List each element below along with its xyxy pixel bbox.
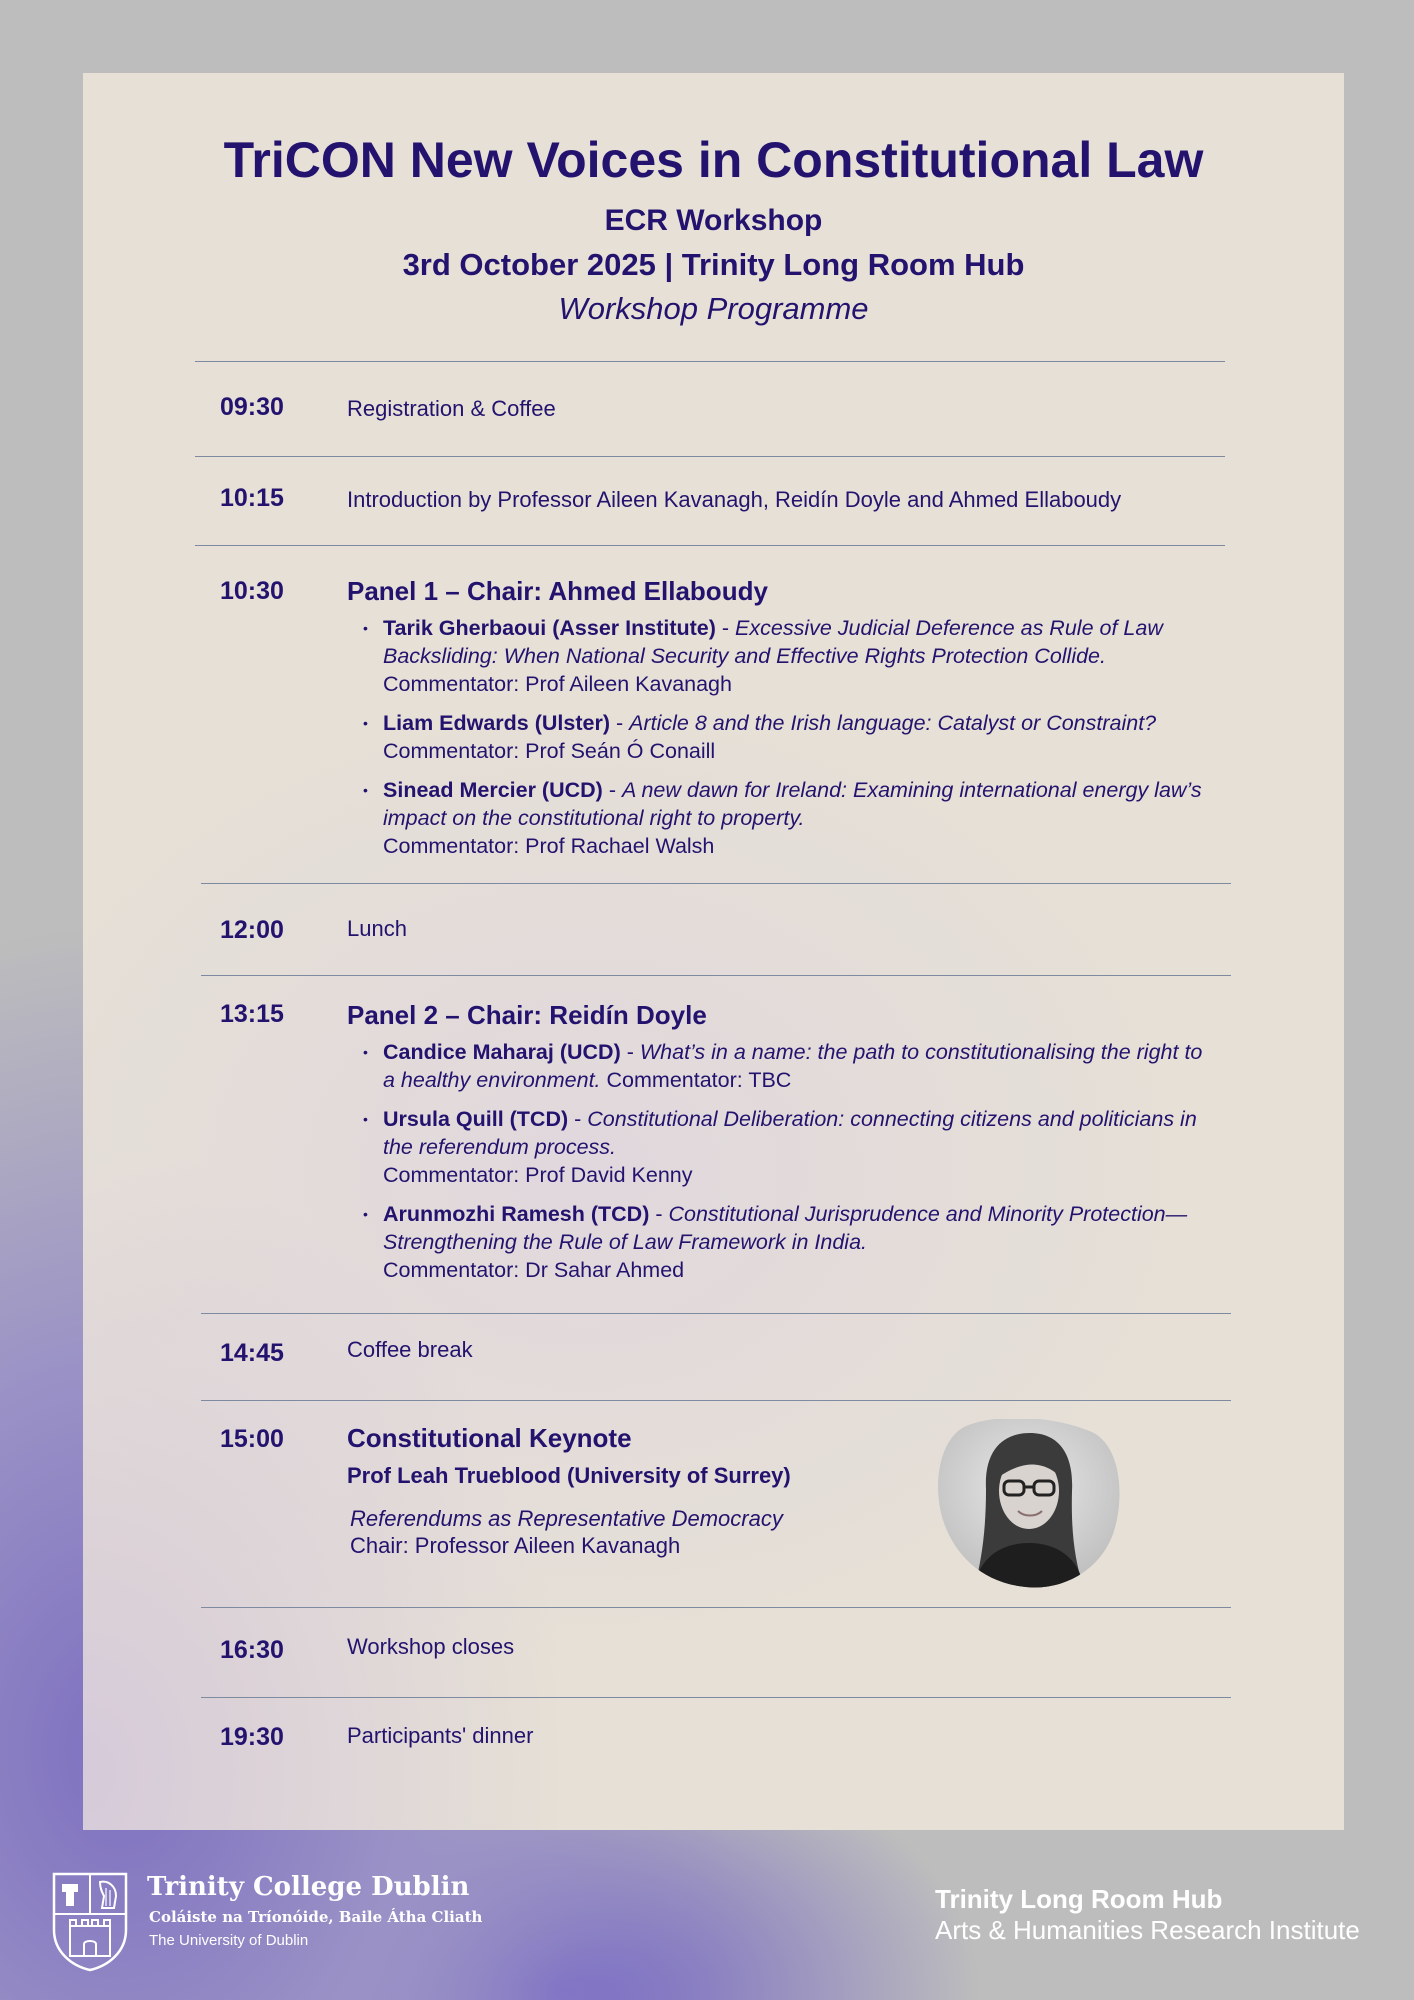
divider [201, 975, 1231, 976]
schedule-time: 19:30 [220, 1723, 284, 1751]
panel-2-title: Panel 2 – Chair: Reidín Doyle [347, 1000, 707, 1030]
panel-1-title: Panel 1 – Chair: Ahmed Ellaboudy [347, 576, 768, 606]
divider [201, 1313, 1231, 1314]
paper-title: A new dawn for Ireland: Examining international energy law’s impact on the constitutional right to property. [383, 778, 1202, 830]
commentator: Commentator: Dr Sahar Ahmed [383, 1258, 685, 1282]
programme-label: Workshop Programme [558, 291, 869, 326]
schedule-time: 10:30 [220, 577, 284, 605]
workshop-subtitle: ECR Workshop [604, 204, 823, 237]
schedule-label: Lunch [347, 916, 407, 941]
tcd-university: The University of Dublin [149, 1932, 309, 1949]
divider [201, 883, 1231, 884]
hub-name: Trinity Long Room Hub [935, 1884, 1223, 1914]
list-item: • Candice Maharaj (UCD) - What’s in a name: the path to constitutionalising the right to a healthy environment. Commentator: TBC [363, 1040, 1203, 1092]
schedule-time: 12:00 [220, 916, 284, 944]
commentator: Commentator: Prof Rachael Walsh [383, 834, 715, 858]
hub-subtitle: Arts & Humanities Research Institute [935, 1915, 1360, 1945]
schedule-label: Coffee break [347, 1337, 473, 1362]
schedule-time: 10:15 [220, 484, 284, 512]
keynote-speaker: Prof Leah Trueblood (University of Surrey) [347, 1463, 791, 1488]
commentator: Commentator: Prof Seán Ó Conaill [383, 739, 716, 763]
panel-2-list [363, 1038, 1203, 1295]
speaker-name: Tarik Gherbaoui (Asser Institute) [383, 616, 716, 640]
date-venue: 3rd October 2025 | Trinity Long Room Hub [402, 247, 1025, 282]
schedule-label: Workshop closes [347, 1634, 515, 1659]
speaker-name: Sinead Mercier (UCD) [383, 778, 603, 802]
speaker-name: Liam Edwards (Ulster) [383, 711, 610, 735]
divider [195, 361, 1225, 362]
schedule-time: 14:45 [220, 1339, 284, 1367]
paper-title: What’s in a name: the path to constitutionalising the right to a healthy environment. [383, 1040, 1203, 1092]
schedule-label: Introduction by Professor Aileen Kavanagh, Reidín Doyle and Ahmed Ellaboudy [347, 487, 1122, 512]
speaker-photo [934, 1419, 1120, 1589]
list-item: • Ursula Quill (TCD) - Constitutional Deliberation: connecting citizens and politicians in the referendum process. Commentator: Prof David Kenny [363, 1107, 1197, 1187]
tcd-logo [50, 1870, 483, 1975]
divider [195, 456, 1225, 457]
paper-title: Constitutional Deliberation: connecting citizens and politicians in the referendum process. [383, 1107, 1197, 1159]
page-title: TriCON New Voices in Constitutional Law [223, 132, 1204, 188]
speaker-name: Candice Maharaj (UCD) [383, 1040, 621, 1064]
speaker-name: Arunmozhi Ramesh (TCD) [383, 1202, 650, 1226]
keynote-title: Constitutional Keynote [347, 1423, 632, 1453]
panel-1-list [363, 614, 1203, 871]
divider [201, 1400, 1231, 1401]
schedule-time: 16:30 [220, 1636, 284, 1664]
tcd-crest-icon [50, 1870, 130, 1972]
keynote-chair: Chair: Professor Aileen Kavanagh [350, 1533, 681, 1558]
schedule-time: 15:00 [220, 1425, 284, 1453]
list-item: • Tarik Gherbaoui (Asser Institute) - Excessive Judicial Deference as Rule of Law Backsliding: When National Security and Effective Rights Protection Collide. Commentator: Prof Aileen Kavanagh [363, 616, 1163, 696]
commentator: Commentator: TBC [606, 1068, 792, 1092]
commentator: Commentator: Prof David Kenny [383, 1163, 693, 1187]
paper-title: Excessive Judicial Deference as Rule of Law Backsliding: When National Security and Effective Rights Protection Collide. [383, 616, 1163, 668]
divider [201, 1697, 1231, 1698]
paper-title: Constitutional Jurisprudence and Minority Protection—Strengthening the Rule of Law Framework in India. [383, 1202, 1188, 1254]
list-item: • Liam Edwards (Ulster) - Article 8 and the Irish language: Catalyst or Constraint? Commentator: Prof Seán Ó Conaill [363, 711, 1157, 763]
schedule-label: Registration & Coffee [347, 396, 556, 421]
divider [201, 1607, 1231, 1608]
list-item: • Sinead Mercier (UCD) - A new dawn for Ireland: Examining international energy law’s impact on the constitutional right to property. Commentator: Prof Rachael Walsh [363, 778, 1202, 858]
tcd-name: Trinity College Dublin [147, 1872, 470, 1902]
paper-title: Article 8 and the Irish language: Catalyst or Constraint? [629, 711, 1157, 735]
programme-card [83, 73, 1344, 1830]
schedule-label: Participants' dinner [347, 1723, 534, 1748]
keynote-talk: Referendums as Representative Democracy [350, 1506, 783, 1531]
schedule-time: 09:30 [220, 393, 284, 421]
list-item: • Arunmozhi Ramesh (TCD) - Constitutional Jurisprudence and Minority Protection—Strengthening the Rule of Law Framework in India. Commentator: Dr Sahar Ahmed [363, 1202, 1188, 1282]
speaker-name: Ursula Quill (TCD) [383, 1107, 569, 1131]
divider [195, 545, 1225, 546]
commentator: Commentator: Prof Aileen Kavanagh [383, 672, 732, 696]
tcd-irish-name: Coláiste na Tríonóide, Baile Átha Cliath [149, 1908, 483, 1926]
schedule-time: 13:15 [220, 1000, 284, 1028]
